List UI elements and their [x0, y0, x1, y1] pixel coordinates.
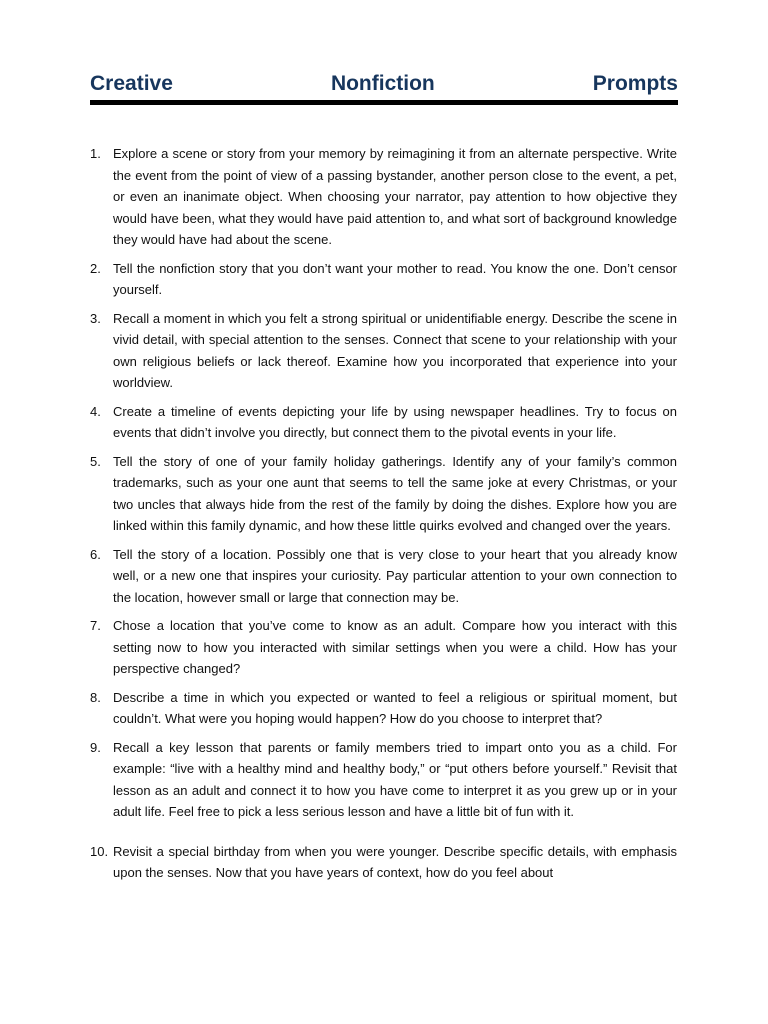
- prompt-number: 5.: [90, 453, 101, 469]
- prompt-item-9: [90, 737, 677, 823]
- prompt-number: 10.: [90, 843, 109, 859]
- prompt-item-4: [90, 401, 677, 444]
- prompt-text: Recall a key lesson that parents or family members tried to impart onto you as a child. For example: “live with a healthy mind and healthy body,” or “put others before yourself.” Revisit that lesson as an adult and connect it to how you have come to interpret it as you grew up or in your adult life. Feel free to pick a less serious lesson and have a little bit of fun with it.: [113, 739, 677, 819]
- prompt-text: Describe a time in which you expected or wanted to feel a religious or spiritual moment, but couldn’t. What were you hoping would happen? How do you choose to interpret that?: [113, 689, 677, 726]
- prompt-number: 2.: [90, 260, 101, 276]
- prompt-item-3: [90, 308, 677, 394]
- prompt-list: [90, 143, 677, 891]
- prompt-number: 1.: [90, 146, 101, 161]
- prompt-number: 9.: [90, 739, 101, 755]
- prompt-item-7: [90, 615, 677, 680]
- prompt-number: 3.: [90, 310, 101, 326]
- title-word-prompts: Prompts: [592, 72, 678, 95]
- prompt-item-5: [90, 451, 677, 537]
- prompt-text: Create a timeline of events depicting your life by using newspaper headlines. Try to focus on events that didn’t involve you directly, but connect them to the pivotal events in your life.: [113, 403, 677, 440]
- prompt-number: 4.: [90, 403, 101, 419]
- prompt-text: Recall a moment in which you felt a strong spiritual or unidentifiable energy. Describe the scene in vivid detail, with special attention to the senses. Connect that scene to your relationship with your own religious beliefs or lack thereof. Examine how you incorporated that experience into your worldview.: [113, 310, 677, 390]
- prompt-text: Tell the story of one of your family holiday gatherings. Identify any of your family’s common trademarks, such as your one aunt that seems to tell the same joke at every Christmas, or your two uncles that always hide from the rest of the family by doing the dishes. Explore how you are linked within this family dynamic, and how these little quirks evolved and changed over the years.: [113, 453, 677, 533]
- prompt-text: Tell the nonfiction story that you don’t want your mother to read. You know the one. Don’t censor yourself.: [113, 260, 677, 297]
- title-underline-rule: [90, 100, 678, 105]
- prompt-item-1: [90, 143, 677, 251]
- page-title: [90, 72, 678, 96]
- prompt-text: Revisit a special birthday from when you were younger. Describe specific details, with emphasis upon the senses. Now that you have years of context, how do you feel about: [113, 843, 677, 880]
- prompt-number: 8.: [90, 689, 101, 705]
- prompt-item-2: [90, 258, 677, 301]
- prompt-text: Explore a scene or story from your memory by reimagining it from an alternate perspective. Write the event from the point of view of a passing bystander, another person close to the event, a pet, or even an inanimate object. When choosing your narrator, pay attention to how objective they would have been, what they would have paid attention to, and what sort of background knowledge they would have had about the scene.: [113, 146, 677, 247]
- title-word-creative: Creative: [90, 72, 173, 95]
- title-word-nonfiction: Nonfiction: [330, 72, 435, 95]
- prompt-number: 7.: [90, 618, 101, 633]
- prompt-item-8: [90, 687, 677, 730]
- prompt-text: Tell the story of a location. Possibly one that is very close to your heart that you already know well, or a new one that inspires your curiosity. Pay particular attention to your own connection to the location, however small or large that connection may be.: [113, 546, 677, 605]
- prompt-text: Chose a location that you’ve come to know as an adult. Compare how you interact with this setting now to how you interacted with similar settings when you were a child. How has your perspective changed?: [113, 618, 677, 676]
- prompt-item-6: [90, 544, 677, 609]
- prompt-item-10: [90, 841, 677, 884]
- prompt-number: 6.: [90, 546, 101, 562]
